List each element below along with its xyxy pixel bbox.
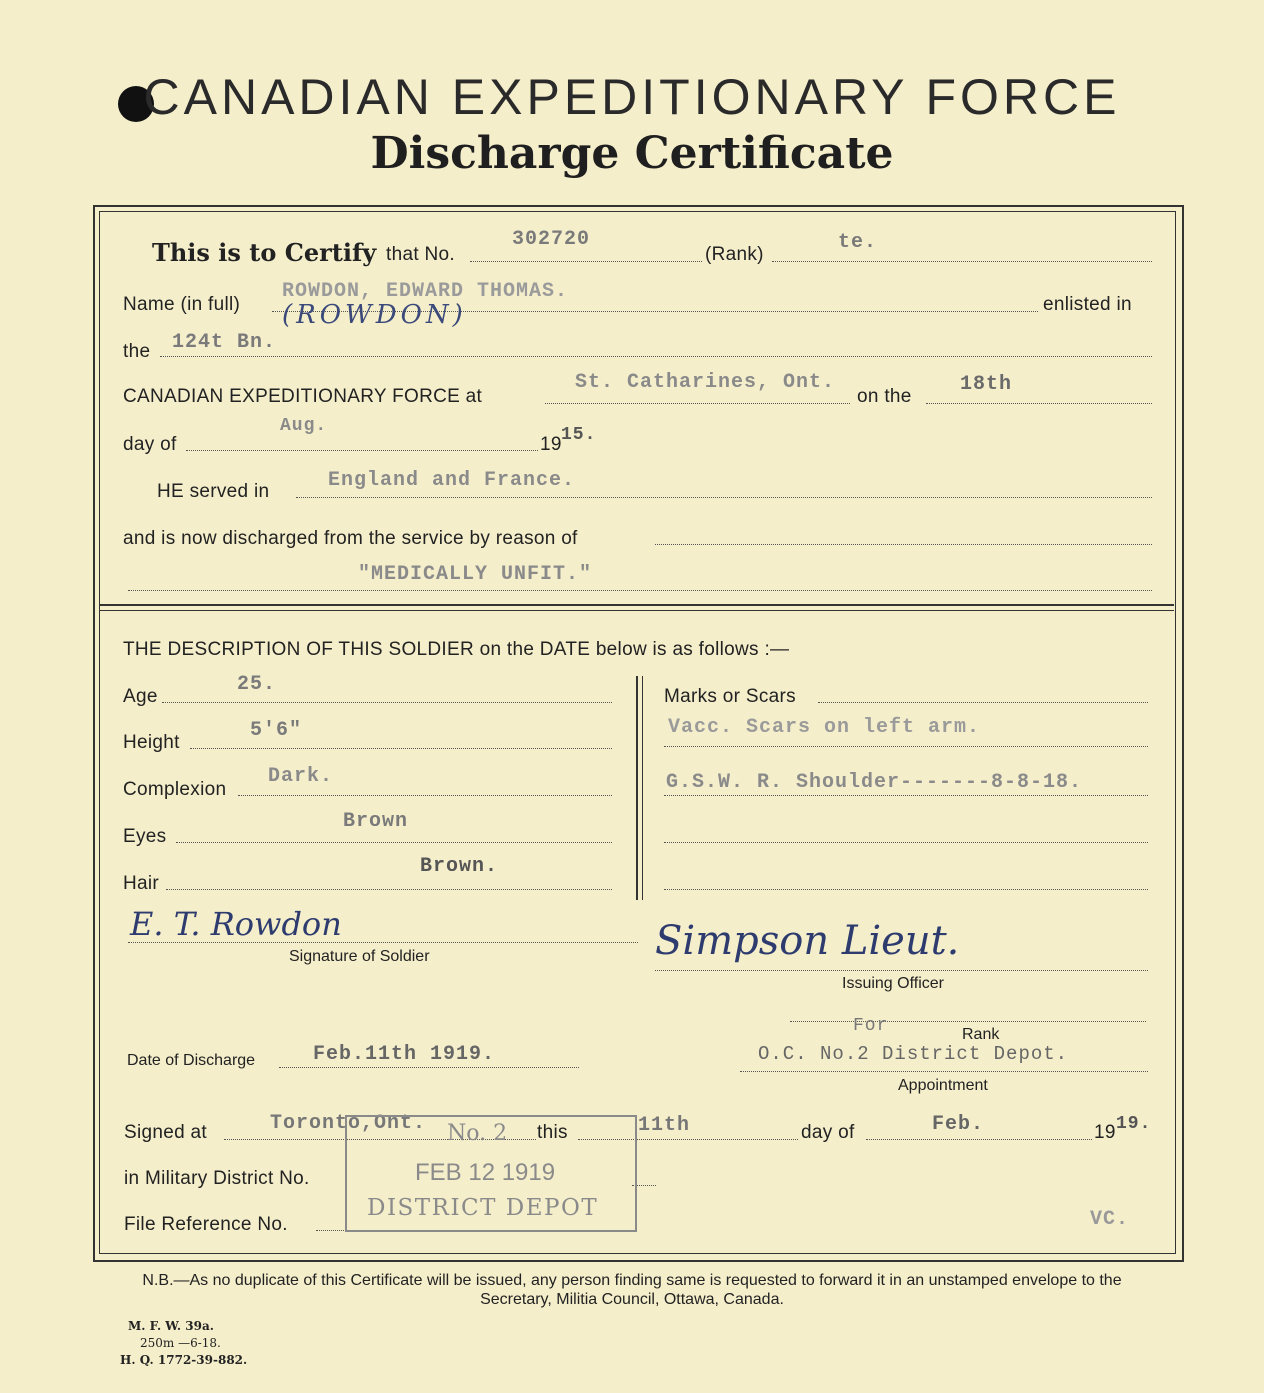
rank-label: (Rank) [705, 244, 764, 265]
age-label: Age [123, 686, 158, 707]
signed-day: 11th [638, 1114, 691, 1137]
this-label: this [537, 1122, 568, 1143]
enlisted-label: enlisted in [1043, 294, 1132, 315]
description-heading: THE DESCRIPTION OF THIS SOLDIER on the DATE below is as follows :— [123, 639, 790, 660]
reason-label: and is now discharged from the service by reason of [123, 528, 578, 549]
cef-label: CANADIAN EXPEDITIONARY FORCE at [123, 386, 483, 407]
district-depot-stamp [345, 1115, 637, 1232]
served-in: England and France. [328, 469, 576, 492]
complexion-value: Dark. [268, 765, 334, 788]
signed-year: 19. [1116, 1114, 1152, 1134]
appointment-label: Appointment [898, 1077, 988, 1094]
rank-value: te. [838, 231, 878, 254]
discharge-reason: "MEDICALLY UNFIT." [358, 563, 593, 586]
unit-value: 124t Bn. [172, 331, 277, 354]
height-value: 5'6" [250, 719, 303, 742]
signed-month: Feb. [932, 1113, 985, 1136]
name-correction: (ROWDON) [282, 300, 467, 330]
soldier-signature: E. T. Rowdon [130, 905, 342, 943]
appointment-value: O.C. No.2 District Depot. [758, 1043, 1069, 1065]
certify-lead: This is to Certify [152, 238, 377, 267]
section-divider-2 [100, 610, 1174, 611]
hair-label: Hair [123, 873, 160, 894]
footer-note-text: N.B.—As no duplicate of this Certificate will be issued, any person finding same is requested to forward it in an unstamped envelope to the Secretary, Militia Council, Ottawa, Canada. [142, 1272, 1122, 1308]
age-value: 25. [237, 673, 277, 696]
that-no-label: that No. [386, 244, 455, 265]
year-prefix: 19 [540, 434, 562, 455]
discharge-date-label: Date of Discharge [127, 1052, 256, 1069]
officer-signature: Simpson Lieut. [655, 918, 960, 964]
soldier-name: ROWDON, EDWARD THOMAS. [282, 280, 569, 303]
eyes-value: Brown [343, 810, 409, 833]
signed-at-label: Signed at [124, 1122, 207, 1143]
stamp-date: FEB 12 1919 [415, 1159, 556, 1186]
form-code-1: M. F. W. 39a. [128, 1319, 214, 1333]
for-text: For [853, 1016, 889, 1036]
column-divider-2 [642, 676, 643, 900]
signed-year-prefix: 19 [1094, 1122, 1116, 1143]
served-label: HE served in [157, 481, 270, 502]
marks-line-1: Vacc. Scars on left arm. [668, 716, 981, 739]
soldier-signature-label: Signature of Soldier [289, 948, 430, 965]
day-of-label: day of [123, 434, 177, 455]
clerk-initials: VC. [1090, 1208, 1130, 1231]
page-title: CANADIAN EXPEDITIONARY FORCE [143, 69, 1121, 125]
column-divider [636, 676, 638, 900]
enlist-place: St. Catharines, Ont. [575, 371, 836, 394]
day-of-sign-label: day of [801, 1122, 855, 1143]
page-subtitle: Discharge Certificate [370, 128, 894, 179]
form-code-2: 250m —6-18. [140, 1336, 221, 1350]
rank-sign-label: Rank [962, 1026, 1000, 1043]
the-label: the [123, 341, 151, 362]
stamp-line-3: DISTRICT DEPOT [367, 1195, 599, 1221]
soldier-number: 302720 [512, 228, 591, 251]
officer-signature-label: Issuing Officer [842, 975, 944, 992]
marks-label: Marks or Scars [664, 686, 796, 707]
height-label: Height [123, 732, 180, 753]
discharge-date: Feb.11th 1919. [313, 1043, 496, 1066]
name-label: Name (in full) [123, 294, 241, 315]
enlist-year: 15. [561, 425, 597, 445]
footer-note [0, 1271, 1264, 1309]
form-code-3: H. Q. 1772-39-882. [120, 1353, 248, 1367]
file-reference-label: File Reference No. [124, 1214, 288, 1235]
stamp-line-1: No. 2 [447, 1121, 508, 1146]
marks-line-2: G.S.W. R. Shoulder-------8-8-18. [666, 771, 1083, 794]
signed-at-value: Toronto,Ont. [270, 1112, 427, 1135]
section-divider [100, 604, 1174, 606]
enlist-month: Aug. [280, 416, 328, 436]
complexion-label: Complexion [123, 779, 227, 800]
eyes-label: Eyes [123, 826, 167, 847]
hair-value: Brown. [420, 855, 499, 878]
on-the-label: on the [857, 386, 912, 407]
enlist-day: 18th [960, 373, 1013, 396]
district-label: in Military District No. [124, 1168, 310, 1189]
